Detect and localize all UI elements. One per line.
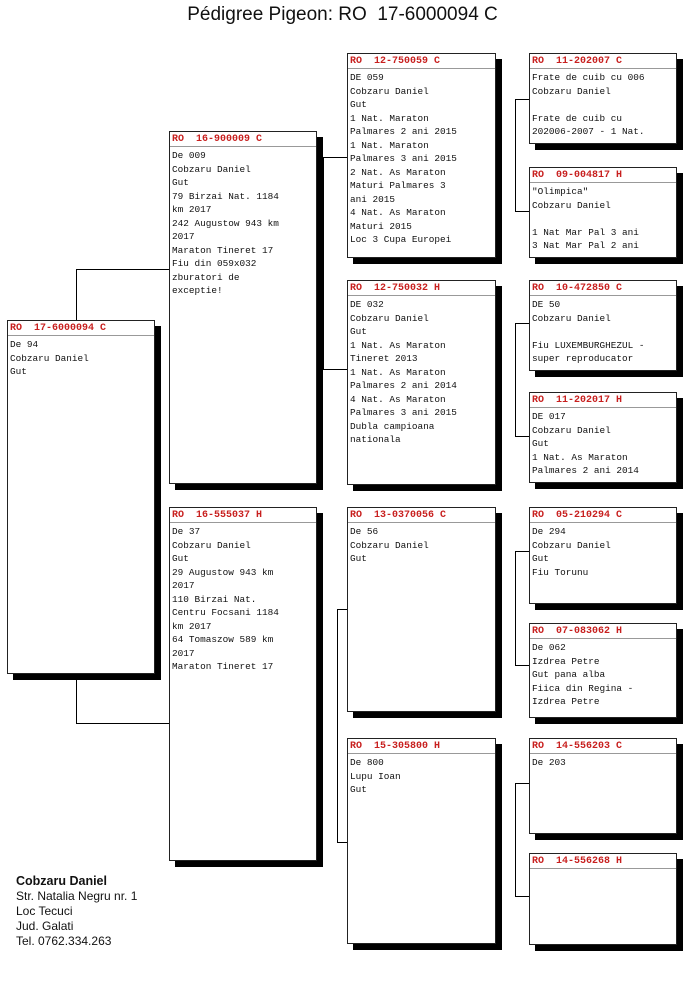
owner-address-line: Str. Natalia Negru nr. 1	[16, 889, 138, 903]
note-line: 64 Tomaszow 589 km	[172, 634, 274, 645]
pigeon-card-gen3[interactable]	[529, 280, 677, 371]
connector-line	[323, 369, 348, 370]
note-line: Maraton Tineret 17	[172, 661, 274, 672]
note-line: Gut	[172, 177, 189, 188]
note-line	[532, 98, 674, 112]
divider	[530, 182, 676, 183]
note-line: 3 Nat Mar Pal 2 ani	[532, 240, 639, 251]
note-line: Palmares 3 ani 2015	[350, 407, 457, 418]
note-line: 1 Nat. As Maraton	[350, 366, 446, 378]
note-line: Izdrea Petre	[532, 696, 600, 707]
connector-line	[323, 157, 348, 158]
note-line: Frate de cuib cu 006	[532, 72, 645, 83]
note-line: nationala	[350, 434, 401, 445]
pigeon-card-granddam-dam[interactable]	[347, 738, 496, 944]
owner-address-line: Loc Tecuci	[16, 904, 73, 918]
note-line: Lupu Ioan	[350, 770, 401, 782]
pigeon-card-gen3[interactable]	[529, 392, 677, 483]
note-line: Cobzaru Daniel	[532, 85, 611, 97]
note-line: De 062	[532, 642, 566, 653]
page-title: Pédigree Pigeon: RO 17-6000094 C	[187, 4, 498, 25]
owner-address-line: Jud. Galati	[16, 919, 74, 933]
divider	[170, 146, 316, 147]
note-line: Cobzaru Daniel	[350, 312, 429, 324]
note-line: DE 059	[350, 72, 384, 83]
note-line: Gut	[532, 553, 549, 564]
divider	[348, 753, 495, 754]
note-line: De 56	[350, 526, 379, 537]
note-line: De 203	[532, 757, 566, 768]
note-line: Loc 3 Cupa Europei	[350, 234, 452, 245]
ring-number: RO 14-556203 C	[532, 741, 623, 752]
pigeon-notes	[350, 525, 493, 566]
connector-line	[515, 436, 529, 437]
note-line: 4 Nat. As Maraton	[350, 393, 446, 405]
note-line: Centru Focsani 1184	[172, 607, 279, 618]
note-line: De 37	[172, 526, 201, 537]
note-line: 29 Augustow 943 km	[172, 566, 274, 578]
pigeon-notes	[532, 298, 674, 366]
ring-number: RO 17-6000094 C	[10, 323, 107, 334]
pigeon-notes	[350, 756, 493, 797]
note-line: Izdrea Petre	[532, 655, 600, 667]
pigeon-card-gen3[interactable]	[529, 507, 677, 604]
note-line: Gut	[532, 438, 549, 449]
pigeon-card-gen3[interactable]	[529, 853, 677, 945]
note-line: 202006-2007 - 1 Nat.	[532, 126, 645, 137]
ring-number: RO 09-004817 H	[532, 170, 623, 181]
note-line: Fiu Torunu	[532, 566, 589, 578]
note-line: Fiica din Regina -	[532, 682, 634, 694]
pigeon-notes	[172, 525, 314, 674]
note-line: Gut	[350, 553, 367, 564]
pigeon-card-subject[interactable]	[7, 320, 155, 674]
note-line: Cobzaru Daniel	[532, 424, 611, 436]
ring-number: RO 16-900009 C	[172, 134, 263, 145]
pigeon-notes	[172, 149, 314, 298]
pigeon-notes	[532, 71, 674, 139]
ring-number: RO 11-202017 H	[532, 395, 623, 406]
pigeon-card-gen3[interactable]	[529, 623, 677, 718]
note-line: Frate de cuib cu	[532, 112, 623, 124]
connector-line	[515, 323, 529, 324]
connector-line	[515, 896, 529, 897]
owner-info	[16, 874, 137, 949]
note-line: De 294	[532, 526, 566, 537]
note-line	[532, 212, 674, 226]
connector-line	[515, 551, 516, 666]
divider	[530, 522, 676, 523]
divider	[348, 522, 495, 523]
divider	[170, 522, 316, 523]
note-line: DE 50	[532, 299, 561, 310]
pigeon-card-grandsire-sire[interactable]	[347, 53, 496, 258]
note-line: Fiu LUXEMBURGHEZUL -	[532, 339, 645, 351]
note-line: 1 Nat. As Maraton	[532, 451, 628, 463]
note-line: DE 017	[532, 411, 566, 422]
connector-line	[515, 783, 516, 897]
note-line: 2 Nat. As Maraton	[350, 166, 446, 178]
note-line: 2017	[172, 580, 195, 591]
note-line: Palmares 2 ani 2015	[350, 126, 457, 137]
owner-phone: Tel. 0762.334.263	[16, 934, 112, 948]
pigeon-notes	[532, 756, 674, 770]
note-line: "Olimpica"	[532, 186, 589, 197]
owner-name: Cobzaru Daniel	[16, 874, 107, 888]
note-line: Gut	[350, 99, 367, 110]
divider	[530, 638, 676, 639]
note-line: Cobzaru Daniel	[172, 163, 251, 175]
note-line: 110 Birzai Nat.	[172, 593, 257, 605]
note-line: super reproducator	[532, 353, 634, 364]
divider	[530, 868, 676, 869]
ring-number: RO 14-556268 H	[532, 856, 623, 867]
ring-number: RO 16-555037 H	[172, 510, 263, 521]
connector-line	[76, 672, 77, 724]
pigeon-card-granddam-sire[interactable]	[347, 280, 496, 485]
connector-line	[515, 211, 529, 212]
divider	[530, 295, 676, 296]
note-line: De 800	[350, 757, 384, 768]
ring-number: RO 15-305800 H	[350, 741, 441, 752]
pigeon-card-gen3[interactable]	[529, 738, 677, 834]
note-line: 1 Nat Mar Pal 3 ani	[532, 226, 639, 238]
note-line: Cobzaru Daniel	[532, 199, 611, 211]
ring-number: RO 11-202007 C	[532, 56, 623, 67]
divider	[348, 68, 495, 69]
connector-line	[323, 157, 324, 370]
connector-line	[76, 269, 77, 323]
divider	[530, 753, 676, 754]
pigeon-card-sire[interactable]	[169, 131, 317, 484]
note-line: Gut	[10, 366, 27, 377]
ring-number: RO 12-750059 C	[350, 56, 441, 67]
note-line: Maturi Palmares 3	[350, 180, 446, 191]
note-line: 242 Augustow 943 km	[172, 217, 279, 229]
note-line: Palmares 2 ani 2014	[532, 465, 639, 476]
pigeon-notes	[350, 71, 493, 247]
connector-line	[515, 99, 529, 100]
note-line: Tineret 2013	[350, 353, 418, 364]
note-line: Gut pana alba	[532, 669, 606, 680]
note-line: 1 Nat. As Maraton	[350, 339, 446, 351]
note-line: km 2017	[172, 204, 212, 215]
ring-number: RO 12-750032 H	[350, 283, 441, 294]
pigeon-notes	[532, 641, 674, 709]
note-line: zburatori de	[172, 271, 240, 283]
note-line: Gut	[350, 784, 367, 795]
note-line: Cobzaru Daniel	[532, 312, 611, 324]
ring-number: RO 10-472850 C	[532, 283, 623, 294]
ring-number: RO 07-083062 H	[532, 626, 623, 637]
note-line	[532, 325, 674, 339]
connector-line	[515, 323, 516, 437]
note-line: 4 Nat. As Maraton	[350, 207, 446, 218]
pigeon-card-gen3[interactable]	[529, 167, 677, 258]
note-line: De 94	[10, 339, 39, 350]
pigeon-notes	[350, 298, 493, 447]
note-line: ani 2015	[350, 193, 396, 205]
note-line: 1 Nat. Maraton	[350, 139, 429, 151]
note-line: Palmares 3 ani 2015	[350, 153, 457, 164]
divider	[530, 407, 676, 408]
note-line: 1 Nat. Maraton	[350, 112, 429, 124]
connector-line	[515, 665, 529, 666]
pigeon-card-grandsire-dam[interactable]	[347, 507, 496, 712]
connector-line	[515, 99, 516, 212]
divider	[348, 295, 495, 296]
note-line: 2017	[172, 231, 195, 242]
pigeon-notes	[532, 185, 674, 253]
pigeon-notes	[532, 525, 674, 579]
note-line: Gut	[350, 326, 367, 337]
note-line: Fiu din 059x032	[172, 258, 257, 269]
pigeon-card-dam[interactable]	[169, 507, 317, 861]
connector-line	[76, 269, 171, 270]
divider	[530, 68, 676, 69]
note-line: Palmares 2 ani 2014	[350, 380, 457, 391]
connector-line	[515, 783, 529, 784]
pigeon-card-gen3[interactable]	[529, 53, 677, 144]
connector-line	[76, 723, 171, 724]
connector-line	[337, 609, 338, 843]
note-line: Cobzaru Daniel	[10, 352, 89, 364]
note-line: Cobzaru Daniel	[350, 85, 429, 97]
note-line: km 2017	[172, 620, 212, 632]
pigeon-notes	[532, 410, 674, 478]
note-line: Maraton Tineret 17	[172, 244, 274, 256]
note-line: Maturi 2015	[350, 220, 412, 232]
note-line: De 009	[172, 150, 206, 161]
note-line: Cobzaru Daniel	[172, 539, 251, 551]
note-line: DE 032	[350, 299, 384, 310]
pigeon-notes	[10, 338, 152, 379]
note-line: Cobzaru Daniel	[532, 539, 611, 551]
connector-line	[515, 551, 529, 552]
ring-number: RO 13-0370056 C	[350, 510, 447, 521]
divider	[8, 335, 154, 336]
note-line: Gut	[172, 553, 189, 564]
note-line: exceptie!	[172, 285, 223, 296]
note-line: Cobzaru Daniel	[350, 539, 429, 551]
note-line: Dubla campioana	[350, 420, 435, 432]
ring-number: RO 05-210294 C	[532, 510, 623, 521]
note-line: 2017	[172, 647, 195, 659]
note-line: 79 Birzai Nat. 1184	[172, 190, 279, 202]
